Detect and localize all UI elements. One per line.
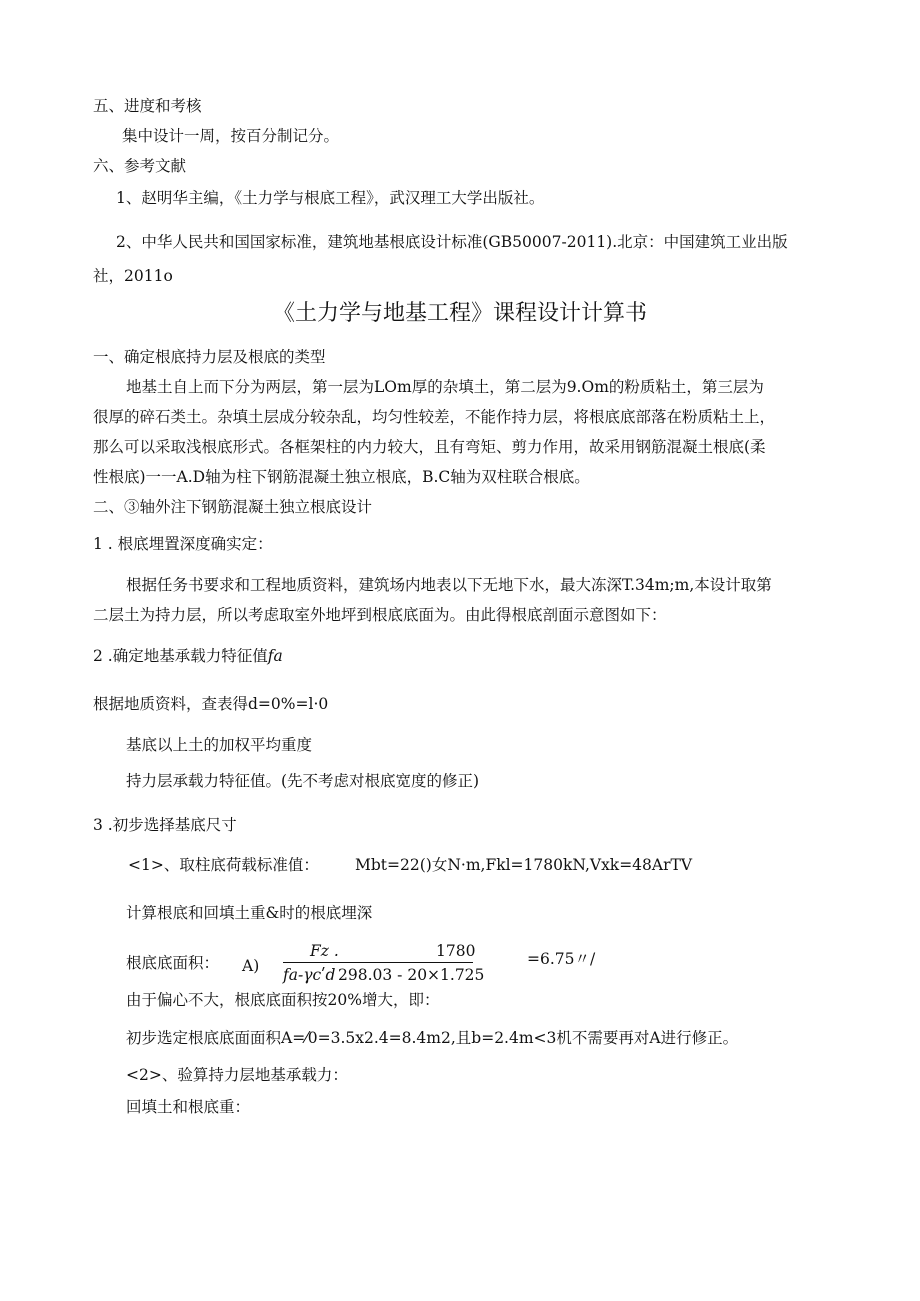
step2-line1: 根据地质资料，查表得d=0%=l·0 [93,695,329,713]
step3-heading: 3 .初步选择基底尺寸 [93,816,237,834]
area-label: 根底底面积： [126,954,220,972]
part2-heading: 二、③轴外注下钢筋混凝土独立根底设计 [93,498,373,516]
part1-line4: 性根底)一一A.D轴为柱下钢筋混凝土独立根底，B.C轴为双柱联合根底。 [93,468,590,486]
calc-depth-line: 计算根底和回填土重&时的根底埋深 [126,904,373,922]
area-numerator-value: 1780 [436,942,476,960]
loads-label: <1>、取柱底荷载标准值： [128,856,319,874]
area-result: =6.75〃/ [527,950,596,968]
step2-heading [93,646,283,666]
reference-2-line1: 2、中华人民共和国国家标准，建筑地基根底设计标准(GB50007-2011).北京：中国建筑工业出版 [116,233,788,251]
step1-line2: 二层土为持力层，所以考虑取室外地坪到根底底面为。由此得根底剖面示意图如下： [93,606,667,624]
step1-line1: 根据任务书要求和工程地质资料，建筑场内地表以下无地下水，最大冻深T.34m;m,本设计取第 [126,576,772,594]
reference-2-line2: 社，2011o [93,267,173,285]
part1-line1: 地基土自上而下分为两层，第一层为LOm厚的杂填土，第二层为9.Om的粉质粘土，第三层为 [126,378,764,396]
backfill-line: 回填土和根底重： [126,1098,251,1116]
part1-line3: 那么可以采取浅根底形式。各框架柱的内力较大，且有弯矩、剪力作用，故采用钢筋混凝土根底(柔 [93,438,766,456]
section5-body: 集中设计一周，按百分制记分。 [122,127,340,145]
step2-heading-text: 2 .确定地基承载力特征值 [93,647,268,665]
reference-1: 1、赵明华主编，《土力学与根底工程》，武汉理工大学出版社。 [116,189,545,207]
area-denominator-symbolic: fa-γcʹd [283,966,336,984]
fraction-bar [283,962,473,963]
part1-line2: 很厚的碎石类土。杂填土层成分较杂乱，均匀性较差，不能作持力层，将根底底部落在粉质粘土上， [93,408,776,426]
step2-line2: 基底以上土的加权平均重度 [126,736,313,754]
eccentric-line: 由于偏心不大，根底底面积按20%增大，即： [126,991,440,1009]
loads-value: Mbt=22()女N·m,Fkl=1780kN,Vxk=48ArTV [355,856,693,874]
step1-heading: 1 . 根底埋置深度确实定： [93,535,273,553]
chosen-area-line: 初步选定根底底面面积A=⁄0=3.5x2.4=8.4m2,且b=2.4m<3机不需要再对A进行修正。 [126,1029,739,1047]
area-denominator-value: 298.03 - 20×1.725 [338,966,485,984]
area-A: A) [242,957,260,975]
section6-heading: 六、参考文献 [93,157,187,175]
calc-book-title: 《土力学与地基工程》课程设计计算书 [272,301,647,326]
check-bearing-label: <2>、验算持力层地基承载力： [126,1066,348,1084]
area-numerator-symbolic: Fz . [310,942,339,960]
section5-heading: 五、进度和考核 [93,97,202,115]
part1-heading: 一、确定根底持力层及根底的类型 [93,348,326,366]
step2-line3: 持力层承载力特征值。(先不考虑对根底宽度的修正) [126,772,480,790]
fa-symbol: fa [267,647,283,665]
